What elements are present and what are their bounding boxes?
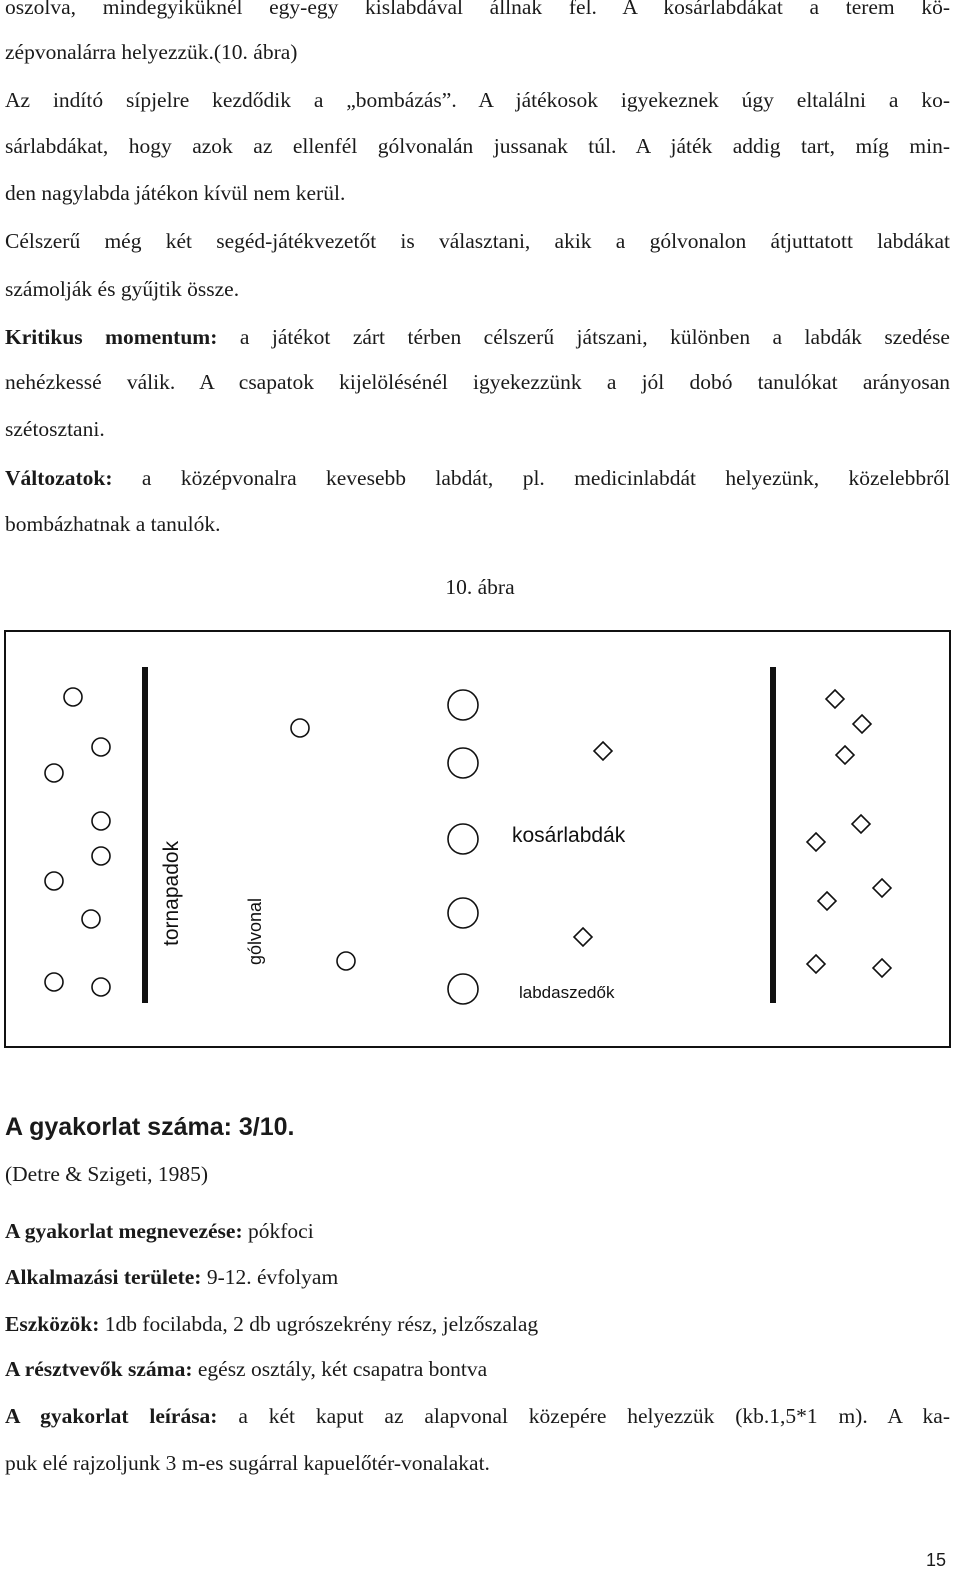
goal-line-label: gólvonal [245,897,265,965]
text-line: oszolva, mindegyiküknél egy-egy kislabdával állnak fel. A kosárlabdákat a terem kö- [5,0,950,19]
variants-label: Változatok: [5,466,113,490]
variants-text: a középvonalra kevesebb labdát, pl. medicinlabdát helyezünk, közelebbről [112,466,950,490]
text-line: sárlabdákat, hogy azok az ellenfél gólvonalán jussanak túl. A játék addig tart, míg min- [5,134,950,158]
exercise-area-label: Alkalmazási területe: [5,1265,202,1289]
text-line: Célszerű még két segéd-játékvezetőt is választani, akik a gólvonalon átjuttatott labdákat [5,229,950,253]
exercise-source: (Detre & Szigeti, 1985) [5,1162,209,1186]
text-line: zépvonalárra helyezzük.(10. ábra) [5,40,298,64]
exercise-description [5,1404,950,1429]
exercise-tools-label: Eszközök: [5,1312,100,1336]
exercise-tools-value: 1db focilabda, 2 db ugrószekrény rész, jelzőszalag [99,1312,539,1336]
basketballs-label: kosárlabdák [512,824,626,847]
exercise-participants-value: egész osztály, két csapatra bontva [192,1357,488,1381]
exercise-area-value: 9-12. évfolyam [201,1265,339,1289]
text-line: bombázhatnak a tanulók. [5,512,221,536]
text-line: szétosztani. [5,417,105,441]
exercise-name-value: pókfoci [242,1219,314,1243]
exercise-tools [5,1312,538,1337]
figure-caption: 10. ábra [445,575,515,599]
benches-label: tornapadok [160,840,183,946]
text-line: számolják és gyűjtik össze. [5,277,240,301]
exercise-name [5,1219,314,1244]
exercise-participants-label: A résztvevők száma: [5,1357,193,1381]
exercise-participants [5,1357,487,1382]
exercise-description-value: a két kaput az alapvonal közepére helyezzük (kb.1,5*1 m). A ka- [217,1404,950,1428]
exercise-name-label: A gyakorlat megnevezése: [5,1219,243,1243]
exercise-title: A gyakorlat száma: 3/10. [5,1113,295,1141]
text-line: den nagylabda játékon kívül nem kerül. [5,181,346,205]
critical-moment-label: Kritikus momentum: [5,325,218,349]
ball-collectors-label: labdaszedők [519,983,615,1002]
court-diagram [0,628,960,1053]
page-number: 15 [925,1550,946,1570]
text-line: puk elé rajzoljunk 3 m-es sugárral kapuelőtér-vonalakat. [5,1451,490,1475]
exercise-area [5,1265,338,1290]
text-line: nehézkessé válik. A csapatok kijelölésénél igyekezzünk a jól dobó tanulókat arányosan [5,370,950,394]
critical-moment-text: a játékot zárt térben célszerű játszani, különben a labdák szedése [217,325,950,349]
variants-paragraph [5,466,950,491]
critical-moment-paragraph [5,325,950,350]
exercise-description-label: A gyakorlat leírása: [5,1404,218,1428]
text-line: Az indító sípjelre kezdődik a „bombázás”. A játékosok igyekeznek úgy eltalálni a ko- [5,88,950,112]
